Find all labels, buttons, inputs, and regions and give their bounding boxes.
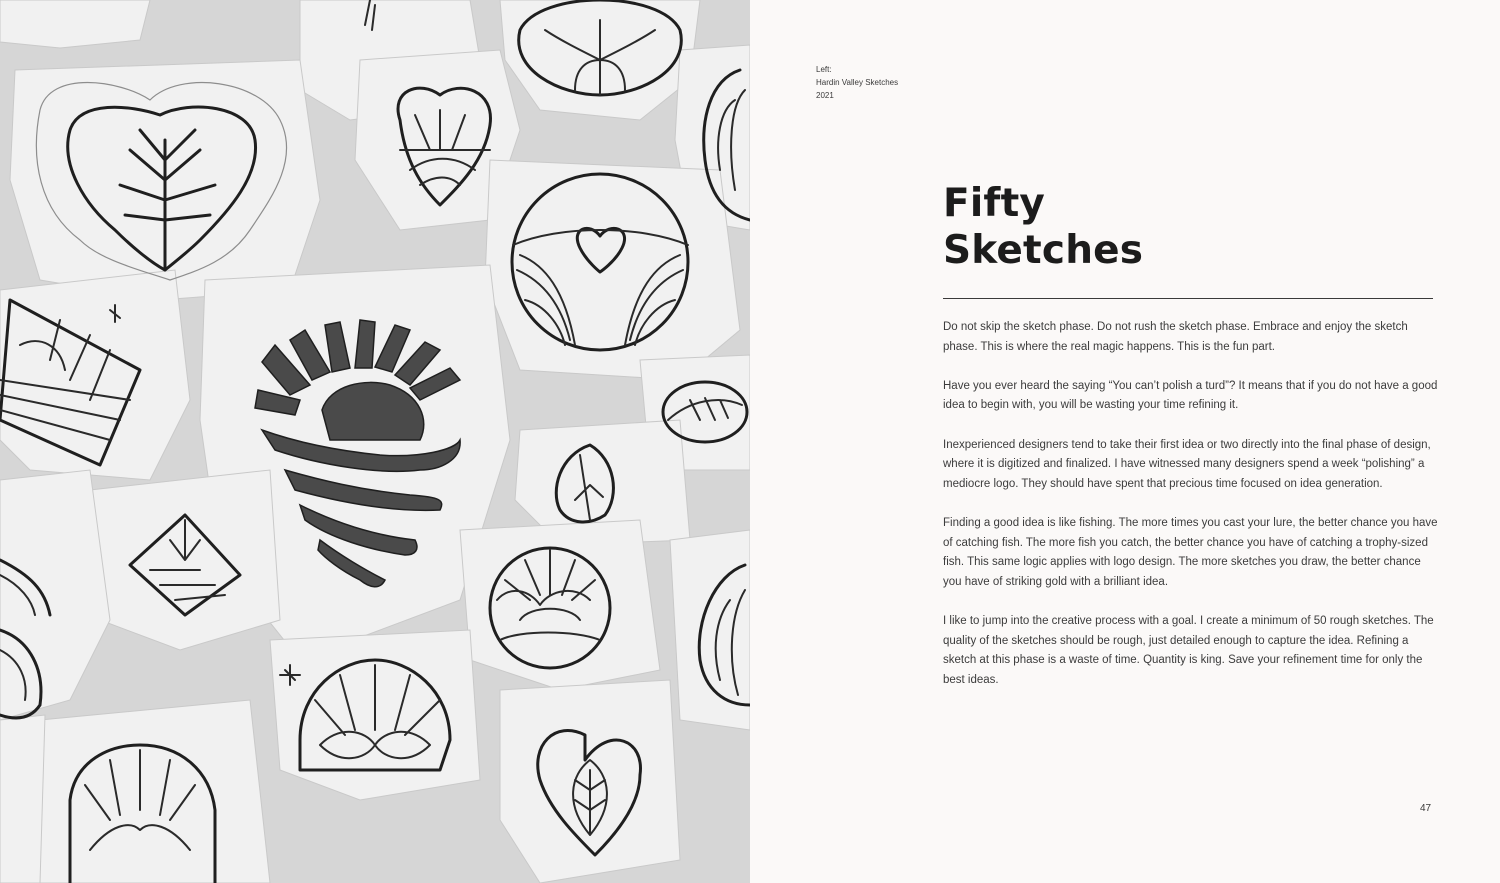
- paragraph: I like to jump into the creative process with a goal. I create a minimum of 50 rough sketches. The quality of the sketches should be rough, just detailed enough to capture the idea. Refining a sketch at this phase is a waste of time. Quantity is king. Save your refinement time for only the best ideas.: [943, 614, 1434, 686]
- title-line-2: Sketches: [943, 228, 1144, 273]
- body-text: [943, 318, 1438, 710]
- caption-title: Hardin Valley Sketches: [816, 78, 899, 87]
- paragraph: Do not skip the sketch phase. Do not rush the sketch phase. Embrace and enjoy the sketch phase. This is where the real magic happens. This is the fun part.: [943, 321, 1408, 353]
- text-page: [750, 0, 1500, 883]
- paragraph: Have you ever heard the saying “You can’t polish a turd”? It means that if you do not have a good idea to begin with, you will be wasting your time refining it.: [943, 379, 1438, 412]
- page-title: [943, 180, 1143, 274]
- paragraph: Finding a good idea is like fishing. The more times you cast your lure, the better chance you have of catching fish. The more fish you catch, the better chance you have of catching a trophy-sized fish. This same logic applies with logo design. The more sketches you draw, the better chance you have of striking gold with a brilliant idea.: [943, 516, 1438, 588]
- page-number: 47: [1420, 803, 1432, 814]
- caption-year: 2021: [816, 91, 834, 100]
- photo-caption: [816, 63, 898, 102]
- caption-label: Left:: [816, 65, 832, 74]
- paragraph: Inexperienced designers tend to take their first idea or two directly into the final phase of design, where it is digitized and finalized. I have witnessed many designers spend a week “polishing” a mediocre logo. They should have spent that precious time focused on idea generation.: [943, 438, 1431, 490]
- title-line-1: Fifty: [943, 181, 1046, 226]
- title-divider: [943, 298, 1433, 299]
